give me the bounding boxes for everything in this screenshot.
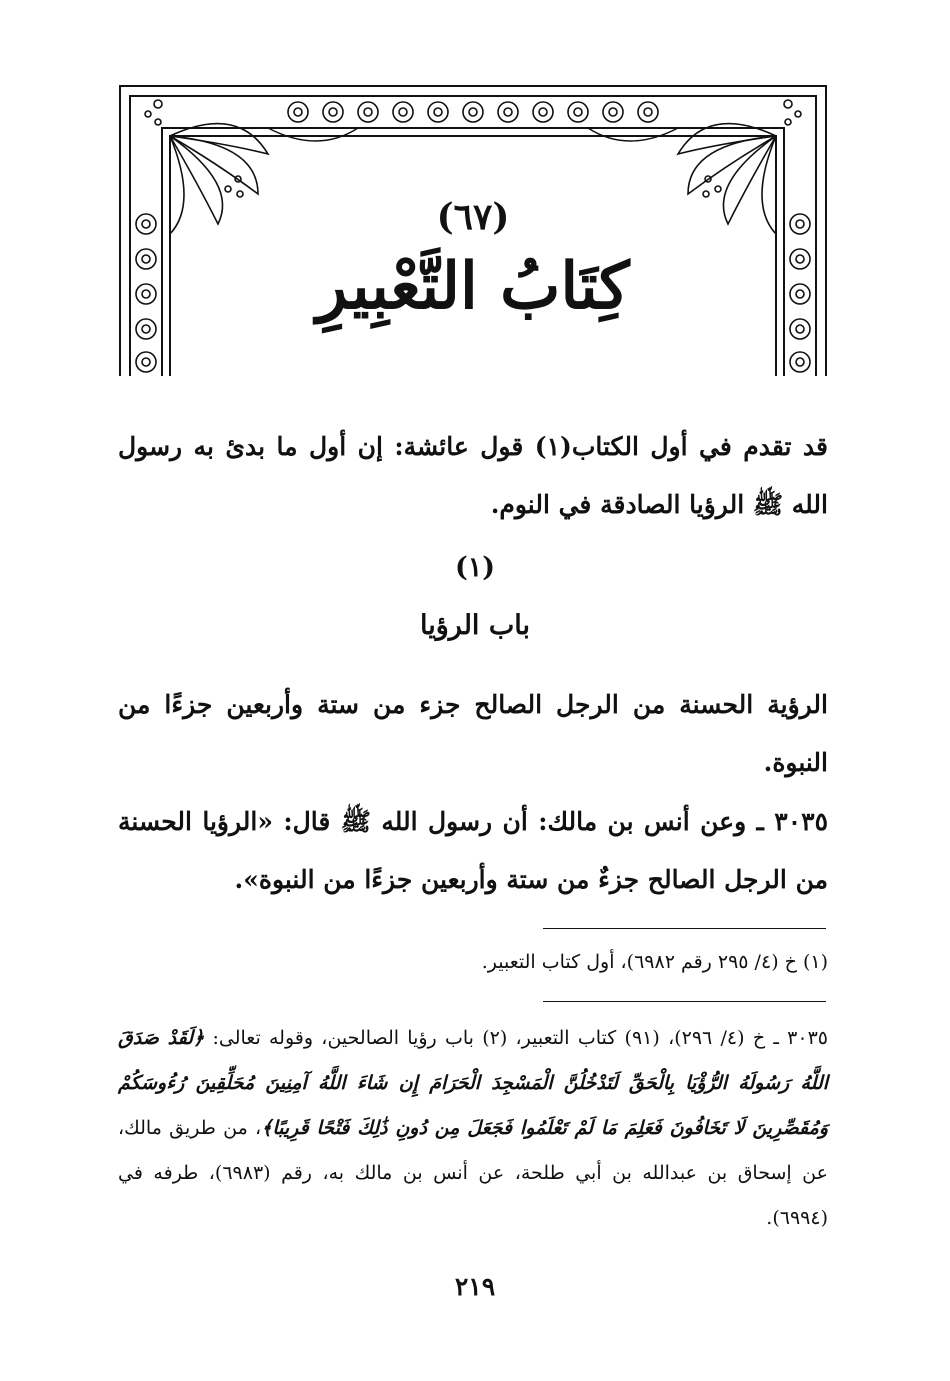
footnote-separator [543, 928, 826, 929]
chapter-ornamental-frame [118, 84, 828, 376]
hadith-paragraph: ٣٠٣٥ ـ وعن أنس بن مالك: أن رسول الله ﷺ قال: «الرؤيا الحسنة من الرجل الصالح جزءٌ من ستة وأربعين جزءًا من النبوة». [118, 807, 828, 894]
footnote-1: (١) خ (٤/ ٢٩٥ رقم ٦٩٨٢)، أول كتاب التعبير. [481, 951, 828, 973]
footnote-separator [543, 1001, 826, 1002]
section-title: باب الرؤيا [420, 610, 530, 641]
quran-verse: ﴿لَقَدْ صَدَقَ اللَّهُ رَسُولَهُ الرُّؤْيَا بِالْحَقِّ لَتَدْخُلُنَّ الْمَسْجِدَ الْحَرَامَ إِن شَاءَ اللَّهُ آمِنِينَ مُحَلِّقِينَ رُءُوسَكُمْ وَمُقَصِّرِينَ لَا تَخَافُونَ فَعَلِمَ مَا لَمْ تَعْلَمُوا فَجَعَلَ مِن دُونِ ذَٰلِكَ فَتْحًا قَرِيبًا﴾ [118, 1027, 829, 1139]
footnote-2-start: ٣٠٣٥ ـ خ (٤/ ٢٩٦)، (٩١) كتاب التعبير، (٢) باب رؤيا الصالحين، وقوله تعالى: [212, 1027, 828, 1049]
chapter-number: (٦٧) [436, 196, 510, 238]
footnote-2 [118, 1016, 828, 1241]
chapter-title: كِتَابُ التَّعْبِيرِ [316, 249, 630, 324]
footnote-2-end: ، من طريق مالك، عن إسحاق بن عبدالله بن أبي طلحة، عن أنس بن مالك به، رقم (٦٩٨٣)، طرفه في (٦٩٩٤). [118, 1117, 828, 1229]
intro-paragraph: قد تقدم في أول الكتاب(١) قول عائشة: إن أول ما بدئ به رسول الله ﷺ الرؤيا الصادقة في النوم. [118, 432, 828, 519]
page-number: ٢١٩ [454, 1272, 496, 1301]
body-paragraph: الرؤية الحسنة من الرجل الصالح جزء من ستة وأربعين جزءًا من النبوة. [118, 690, 828, 777]
section-number: (١) [454, 552, 496, 583]
